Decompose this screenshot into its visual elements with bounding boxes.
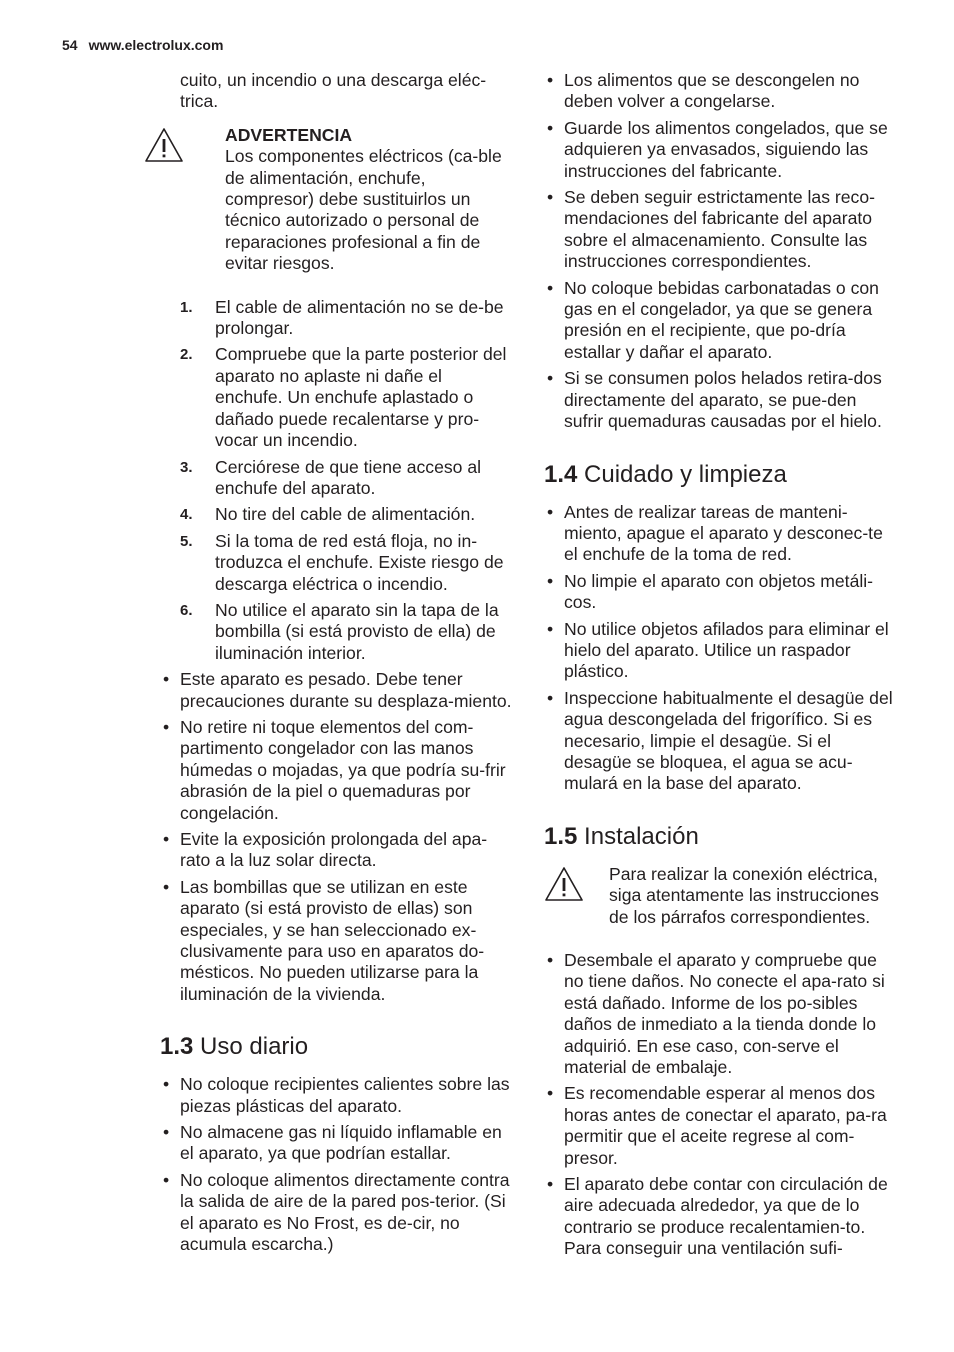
item-number: 2. (180, 346, 193, 364)
item-number: 1. (180, 298, 193, 316)
numbered-item (180, 504, 512, 525)
bullet-item: • No utilice objetos afilados para eliminar el hielo del aparato. Utilice un raspador plástico. (544, 619, 900, 683)
bullet-item: • Inspeccione habitualmente el desagüe del agua descongelada del frigorífico. Si es necesario, limpie el desagüe. Si el desagüe se bloquea, el agua se acu-mulará en la base del aparato. (544, 688, 900, 795)
bullet-item: • Este aparato es pesado. Debe tener precauciones durante su desplaza-miento. (160, 669, 512, 712)
item-text: No utilice el aparato sin la tapa de la bombilla (si está provisto de ella) de iluminación interior. (215, 599, 499, 663)
left-column (160, 70, 512, 1261)
section-number: 1.3 (160, 1033, 194, 1061)
section-number: 1.4 (544, 460, 578, 488)
bullet-item: • Evite la exposición prolongada del apa-rato a la luz solar directa. (160, 829, 512, 872)
continued-text: cuito, un incendio o una descarga eléc-trica. (180, 70, 487, 112)
section-title: Instalación (584, 822, 699, 850)
item-number: 5. (180, 532, 193, 550)
bullet-item: • No limpie el aparato con objetos metáli-cos. (544, 571, 900, 614)
item-text: Cerciórese de que tiene acceso al enchufe del aparato. (215, 456, 482, 498)
bullet-item: • Si se consumen polos helados retira-dos directamente del aparato, se pue-den sufrir quemaduras causadas por el hielo. (544, 368, 900, 432)
section-heading-cuidado-limpieza (544, 460, 900, 490)
bullet-item: • Guarde los alimentos congelados, que se adquieren ya envasados, siguiendo las instrucciones del fabricante. (544, 118, 900, 182)
bullet-item: • Desembale el aparato y compruebe que no tiene daños. No conecte el apa-rato si está dañado. Informe de los po-sibles daños de inmediato a la tienda donde lo adquirió. En ese caso, con-serve el material de embalaje. (544, 950, 900, 1078)
item-text: El cable de alimentación no se de-be prolongar. (215, 296, 504, 339)
bullet-item: • Las bombillas que se utilizan en este aparato (si está provisto de ellas) son especiales, y se han seleccionado ex-clusivamente para uso en aparatos do-mésticos. No pueden utilizarse para la iluminación de la vivienda. (160, 877, 512, 1005)
page-number: 54 (62, 37, 78, 53)
bullet-item: • No retire ni toque elementos del com-partimento congelador con las manos húmedas o mojadas, ya que podría su-frir abrasión de la piel o quemaduras por congelación. (160, 717, 512, 824)
numbered-item (180, 297, 512, 340)
page-header (62, 37, 223, 53)
bullet-item: • No coloque bebidas carbonatadas o con gas en el congelador, ya que se genera presión en el recipiente, que po-dría estallar y dañar el aparato. (544, 278, 900, 364)
warning-block (160, 125, 512, 275)
bullet-item: • Es recomendable esperar al menos dos horas antes de conectar el aparato, pa-ra permitir que el aceite regrese al com-presor. (544, 1083, 900, 1169)
website-link[interactable]: www.electrolux.com (88, 37, 224, 53)
right-column (544, 70, 900, 1265)
item-number: 6. (180, 601, 193, 619)
bullet-item: • No almacene gas ni líquido inflamable en el aparato, ya que podrían estallar. (160, 1122, 512, 1165)
bullet-item: • No coloque alimentos directamente contra la salida de aire de la pared pos-terior. (Si el aparato es No Frost, es de-cir, no acumula escarcha.) (160, 1170, 512, 1256)
item-text: No tire del cable de alimentación. (215, 504, 476, 525)
warning-text: Para realizar la conexión eléctrica, siga atentamente las instrucciones de los párrafos correspondientes. (609, 863, 879, 927)
warning-triangle-icon (144, 127, 184, 163)
section-title: Cuidado y limpieza (584, 460, 787, 488)
numbered-item (180, 457, 512, 500)
item-text: Si la toma de red está floja, no in-troduzca el enchufe. Existe riesgo de descarga eléctrica o incendio. (215, 530, 504, 594)
item-number: 3. (180, 458, 193, 476)
item-number: 4. (180, 506, 193, 524)
warning-triangle-icon (544, 866, 584, 902)
item-text: Compruebe que la parte posterior del aparato no aplaste ni dañe el enchufe. Un enchufe aplastado o dañado puede recalentarse y pro-vocar un incendio. (215, 344, 507, 451)
bullet-list (544, 70, 900, 433)
bullet-item: • El aparato debe contar con circulación de aire adecuada alrededor, ya que de lo contrario se produce recalentamien-to. Para conseguir una ventilación sufi- (544, 1174, 900, 1260)
bullet-item: • Los alimentos que se descongelen no deben volver a congelarse. (544, 70, 900, 113)
section-title: Uso diario (200, 1033, 309, 1061)
numbered-item (180, 344, 512, 451)
bullet-item: • Antes de realizar tareas de manteni-miento, apague el aparato y desconec-te el enchufe de la toma de red. (544, 502, 900, 566)
bullet-list (544, 502, 900, 795)
section-heading-instalacion (544, 822, 900, 852)
bullet-list (160, 669, 512, 1005)
warning-title: ADVERTENCIA (225, 124, 353, 145)
section-number: 1.5 (544, 822, 578, 850)
numbered-item (180, 531, 512, 595)
warning-text: Los componentes eléctricos (ca-ble de alimentación, enchufe, compresor) debe sustituirlos un técnico autorizado o personal de reparaciones profesional a fin de evitar riesgos. (225, 146, 502, 274)
numbered-item (180, 600, 512, 664)
bullet-list (544, 950, 900, 1260)
bullet-list (160, 1074, 512, 1255)
numbered-list (160, 297, 512, 665)
warning-block (544, 864, 900, 928)
section-heading-uso-diario (160, 1032, 512, 1062)
bullet-item: • No coloque recipientes calientes sobre las piezas plásticas del aparato. (160, 1074, 512, 1117)
bullet-item: • Se deben seguir estrictamente las reco-mendaciones del fabricante del aparato sobre el almacenamiento. Consulte las instrucciones correspondientes. (544, 187, 900, 273)
